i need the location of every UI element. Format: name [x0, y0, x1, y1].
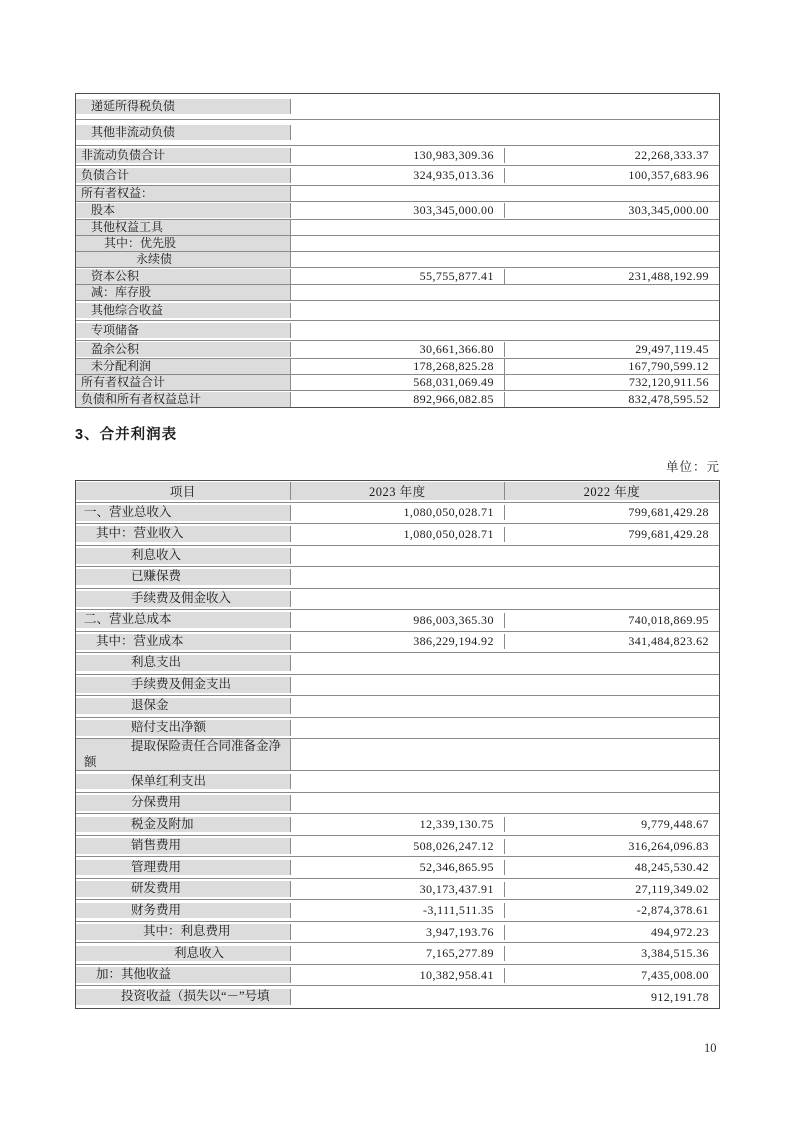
row-label — [76, 375, 291, 390]
column-header-2022: 2022 年度 — [505, 482, 719, 500]
table-row — [76, 301, 719, 321]
table-row — [76, 220, 719, 236]
table-row — [76, 589, 719, 611]
row-label — [76, 125, 291, 140]
table-row — [76, 696, 719, 718]
table-row — [76, 986, 719, 1008]
row-label — [76, 342, 291, 357]
table-row — [76, 857, 719, 879]
row-label — [76, 946, 291, 962]
row-label — [76, 285, 291, 300]
row-label — [76, 303, 291, 318]
row-label — [76, 817, 291, 833]
table-row — [76, 653, 719, 675]
row-label — [76, 774, 291, 790]
row-label-text: 手续费及佣金支出 — [131, 676, 232, 691]
row-label — [76, 168, 291, 183]
row-label — [76, 526, 291, 542]
row-label — [76, 548, 291, 564]
value-2023: 30,173,437.91 — [291, 882, 505, 897]
value-2022: 231,488,192.99 — [505, 269, 719, 284]
row-label — [76, 252, 291, 267]
table-row — [76, 375, 719, 391]
value-2022: 740,018,869.95 — [505, 613, 719, 628]
table-row — [76, 202, 719, 220]
value-2022: 22,268,333.37 — [505, 148, 719, 163]
table-row — [76, 814, 719, 836]
table-row — [76, 94, 719, 120]
row-label-text: 递延所得税负债 — [91, 99, 176, 113]
value-2023: 892,966,082.85 — [291, 392, 505, 407]
value-2022: 912,191.78 — [505, 990, 719, 1005]
row-label-text: 其他权益工具 — [91, 220, 164, 234]
row-label-text: 减：库存股 — [91, 285, 152, 299]
row-label-text: 利息支出 — [131, 655, 182, 670]
table-row — [76, 879, 719, 901]
row-label-text: 管理费用 — [131, 859, 182, 874]
value-2023: 324,935,013.36 — [291, 168, 505, 183]
value-2023: 508,026,247.12 — [291, 839, 505, 854]
row-label-text: 研发费用 — [131, 881, 182, 896]
value-2023: 30,661,366.80 — [291, 342, 505, 357]
row-label — [76, 677, 291, 693]
row-label-text: 已赚保费 — [131, 569, 182, 584]
value-2023: 12,339,130.75 — [291, 817, 505, 832]
row-label-text: 所有者权益合计 — [81, 375, 166, 389]
table-row — [76, 771, 719, 793]
row-label — [76, 612, 291, 628]
value-2023: 55,755,877.41 — [291, 269, 505, 284]
row-label-text: 保单红利支出 — [131, 773, 207, 788]
table-row — [76, 359, 719, 375]
balance-sheet-table — [75, 93, 720, 408]
table-row — [76, 146, 719, 166]
row-label — [76, 881, 291, 897]
table-row — [76, 391, 719, 407]
row-label-text: 手续费及佣金收入 — [131, 590, 232, 605]
row-label-text: 其中：利息费用 — [143, 924, 231, 939]
row-label-text: 一、营业总收入 — [84, 504, 172, 519]
row-label-text: 负债合计 — [81, 168, 130, 182]
row-label-text: 分保费用 — [131, 795, 182, 810]
table-row — [76, 718, 719, 740]
row-label — [76, 186, 291, 201]
row-label-text: 投资收益（损失以“－”号填 — [121, 989, 270, 1004]
row-label-text: 提取保险责任合同准备金净额 — [84, 739, 282, 769]
value-2023: 1,080,050,028.71 — [291, 527, 505, 542]
table-row — [76, 268, 719, 285]
unit-label: 单位：元 — [665, 460, 720, 474]
row-label — [76, 967, 291, 983]
row-label — [76, 795, 291, 811]
row-label-text: 二、营业总成本 — [84, 612, 172, 627]
row-label — [76, 203, 291, 218]
row-label-text: 未分配利润 — [91, 359, 152, 373]
row-label — [76, 591, 291, 607]
table-row — [76, 836, 719, 858]
row-label — [76, 220, 291, 235]
row-label-text: 资本公积 — [91, 268, 140, 283]
table-row — [76, 900, 719, 922]
row-label-text: 销售费用 — [131, 838, 182, 853]
value-2022: 316,264,096.83 — [505, 839, 719, 854]
row-label — [76, 392, 291, 407]
value-2022: 832,478,595.52 — [505, 392, 719, 407]
row-label — [76, 989, 291, 1005]
row-label-text: 税金及附加 — [131, 816, 194, 831]
table-row — [76, 793, 719, 815]
row-label-text: 其中：优先股 — [104, 236, 177, 250]
row-label — [76, 99, 291, 114]
row-label — [76, 323, 291, 338]
table-row — [76, 321, 719, 341]
row-label-text: 盈余公积 — [91, 342, 140, 356]
row-label-text: 其中：营业成本 — [96, 633, 184, 648]
table-row — [76, 186, 719, 202]
table-row — [76, 236, 719, 252]
row-label — [76, 359, 291, 374]
row-label — [76, 720, 291, 736]
column-header-2023: 2023 年度 — [291, 482, 505, 500]
row-label-text: 利息收入 — [131, 547, 182, 562]
row-label — [76, 838, 291, 854]
value-2023: 10,382,958.41 — [291, 968, 505, 983]
value-2022: 100,357,683.96 — [505, 168, 719, 183]
row-label-text: 所有者权益： — [81, 186, 154, 200]
column-header-item: 项目 — [76, 482, 291, 500]
row-label-text: 永续债 — [136, 252, 173, 266]
value-2022: 48,245,530.42 — [505, 860, 719, 875]
table-row — [76, 341, 719, 359]
table-row — [76, 739, 719, 771]
row-label — [76, 148, 291, 163]
row-label-text: 加：其他收益 — [96, 967, 172, 982]
table-row — [76, 546, 719, 568]
value-2022: 799,681,429.28 — [505, 527, 719, 542]
row-label-text: 专项储备 — [91, 323, 140, 337]
table-row — [76, 166, 719, 186]
value-2023: 178,268,825.28 — [291, 359, 505, 374]
value-2022: 303,345,000.00 — [505, 203, 719, 218]
table-row — [76, 922, 719, 944]
value-2023: -3,111,511.35 — [291, 903, 505, 918]
row-label — [76, 860, 291, 876]
table-row — [76, 503, 719, 525]
row-label — [76, 634, 291, 650]
value-2022: 9,779,448.67 — [505, 817, 719, 832]
table-row — [76, 567, 719, 589]
row-label-text: 其他综合收益 — [91, 303, 164, 317]
value-2023: 130,983,309.36 — [291, 148, 505, 163]
row-label — [76, 505, 291, 521]
value-2022: 732,120,911.56 — [505, 375, 719, 390]
value-2022: 799,681,429.28 — [505, 505, 719, 520]
table-row — [76, 943, 719, 965]
table-row — [76, 120, 719, 146]
table-row — [76, 285, 719, 301]
table-row — [76, 524, 719, 546]
value-2023: 303,345,000.00 — [291, 203, 505, 218]
table-row — [76, 675, 719, 697]
row-label-text: 非流动负债合计 — [81, 148, 166, 162]
value-2022: 494,972.23 — [505, 925, 719, 940]
value-2023: 52,346,865.95 — [291, 860, 505, 875]
row-label — [76, 924, 291, 940]
row-label — [76, 569, 291, 585]
row-label — [76, 655, 291, 671]
table-row — [76, 610, 719, 632]
row-label — [76, 236, 291, 251]
row-label — [76, 698, 291, 714]
row-label-text: 财务费用 — [131, 902, 182, 917]
row-label-text: 股本 — [91, 203, 116, 217]
row-label-text: 负债和所有者权益总计 — [81, 391, 202, 406]
row-label — [76, 269, 291, 284]
row-label-text: 赔付支出净额 — [131, 719, 207, 734]
value-2023: 986,003,365.30 — [291, 613, 505, 628]
row-label-text: 其中：营业收入 — [96, 526, 184, 541]
value-2022: 29,497,119.45 — [505, 342, 719, 357]
table-row — [76, 965, 719, 987]
value-2023: 386,229,194.92 — [291, 634, 505, 649]
value-2023: 7,165,277.89 — [291, 946, 505, 961]
value-2022: 3,384,515.36 — [505, 946, 719, 961]
value-2022: 7,435,008.00 — [505, 968, 719, 983]
value-2023: 1,080,050,028.71 — [291, 505, 505, 520]
row-label-text: 退保金 — [131, 698, 169, 713]
value-2022: 27,119,349.02 — [505, 882, 719, 897]
value-2023: 3,947,193.76 — [291, 925, 505, 940]
row-label — [76, 903, 291, 919]
value-2022: 341,484,823.62 — [505, 634, 719, 649]
value-2022: -2,874,378.61 — [505, 903, 719, 918]
row-label — [76, 739, 291, 770]
table-row — [76, 252, 719, 268]
value-2022: 167,790,599.12 — [505, 359, 719, 374]
section-heading: 3、合并利润表 — [75, 427, 178, 443]
income-statement-table — [75, 480, 720, 1009]
value-2023: 568,031,069.49 — [291, 375, 505, 390]
row-label-text: 利息收入 — [174, 945, 225, 960]
page-number: 10 — [704, 1041, 717, 1055]
row-label-text: 其他非流动负债 — [91, 125, 176, 139]
table-row — [76, 632, 719, 654]
income-table-header-row — [76, 481, 719, 503]
